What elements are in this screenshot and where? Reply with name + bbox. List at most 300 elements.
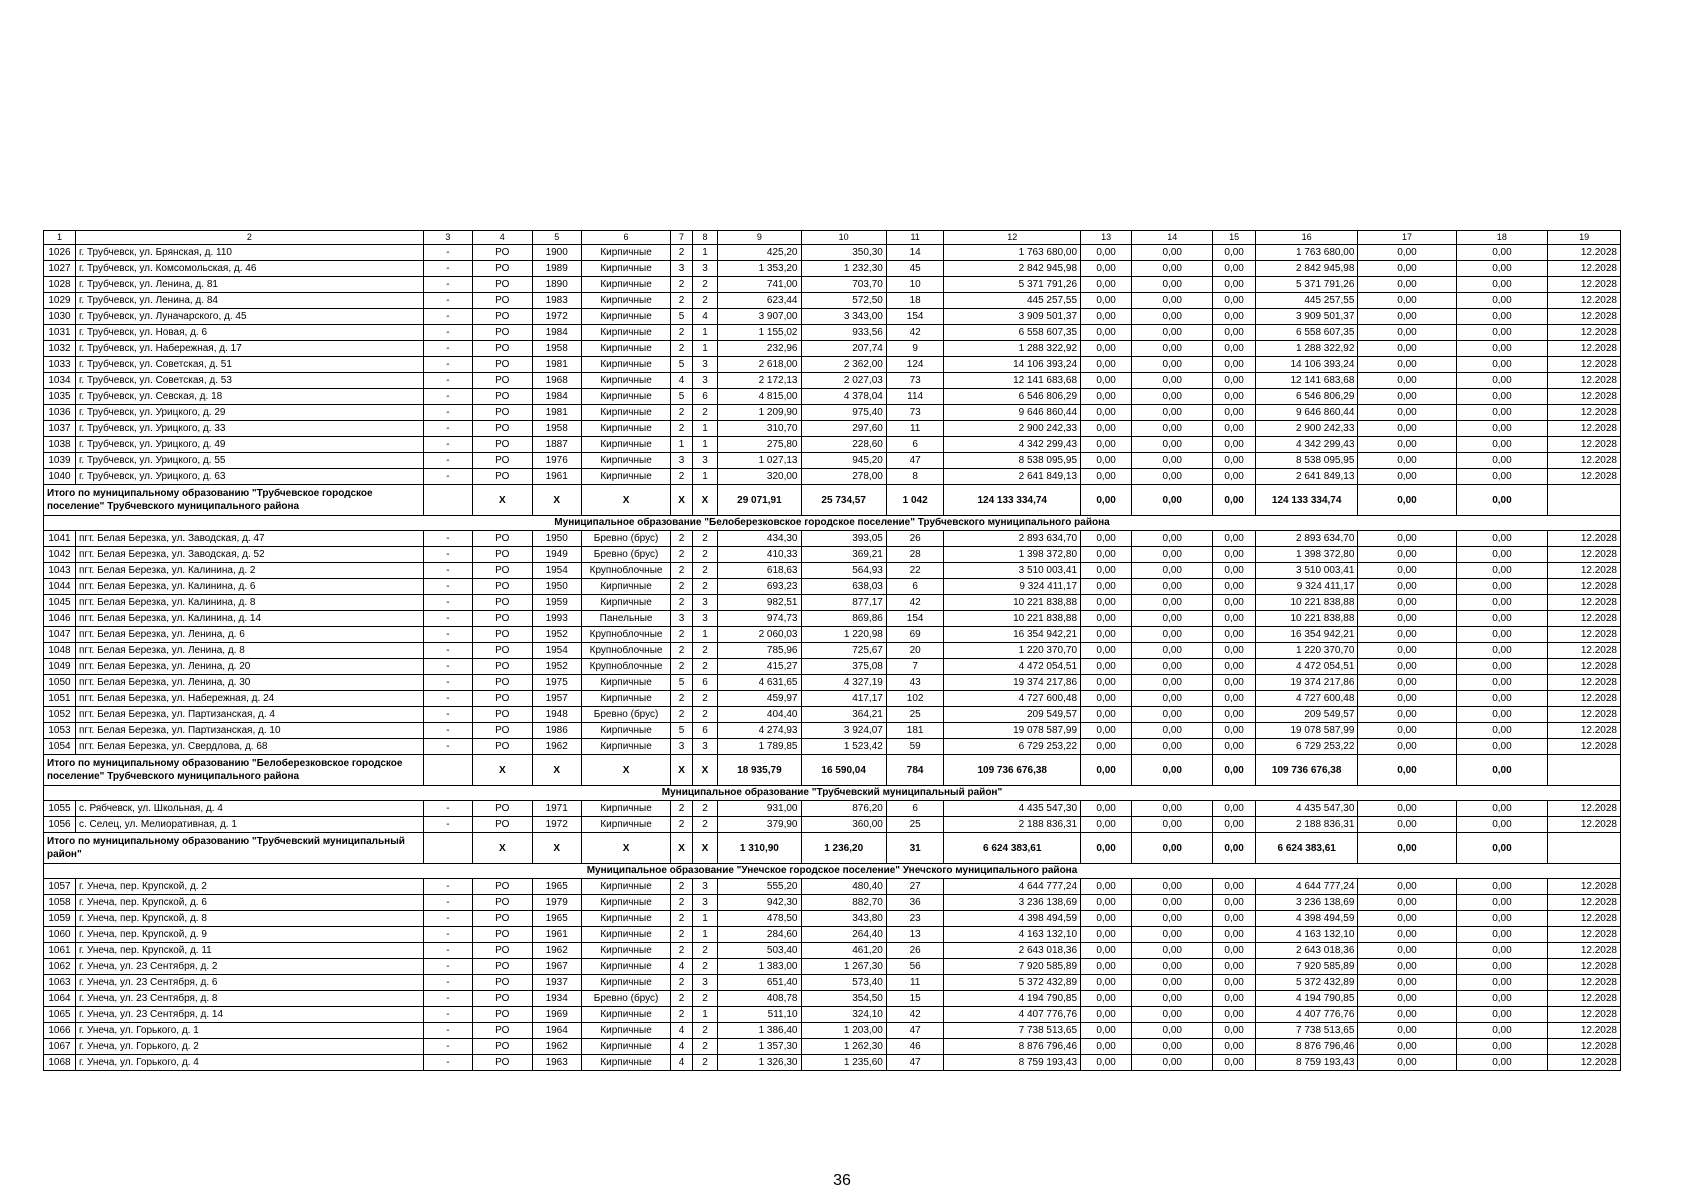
table-cell: 0,00 — [1456, 453, 1548, 469]
table-cell: - — [423, 879, 472, 895]
address-cell: г. Унеча, пер. Крупской, д. 6 — [76, 895, 424, 911]
table-cell: 4 407 776,76 — [944, 1007, 1081, 1023]
table-cell: - — [423, 1023, 472, 1039]
table-cell: 1 220,98 — [801, 627, 886, 643]
table-cell: 1 — [692, 911, 718, 927]
table-cell: 1887 — [532, 437, 581, 453]
table-cell: 2 900 242,33 — [944, 421, 1081, 437]
table-cell: 1043 — [44, 563, 76, 579]
table-cell: 2 — [671, 579, 692, 595]
table-cell: 0,00 — [1213, 373, 1256, 389]
table-cell: 0,00 — [1213, 1055, 1256, 1071]
table-row — [44, 707, 1621, 723]
table-cell: 4 — [671, 1023, 692, 1039]
table-cell: - — [423, 469, 472, 485]
table-cell: 0,00 — [1456, 895, 1548, 911]
total-cell: 0,00 — [1358, 755, 1456, 786]
table-cell: 0,00 — [1358, 991, 1456, 1007]
table-cell: 0,00 — [1132, 547, 1213, 563]
table-cell: РО — [472, 879, 532, 895]
table-cell: 5 371 791,26 — [944, 277, 1081, 293]
table-cell: 0,00 — [1456, 739, 1548, 755]
address-cell: пгт. Белая Березка, ул. Калинина, д. 2 — [76, 563, 424, 579]
table-cell: 0,00 — [1132, 389, 1213, 405]
table-cell: 1 357,30 — [718, 1039, 801, 1055]
table-cell: Кирпичные — [581, 1023, 671, 1039]
table-cell: 2 027,03 — [801, 373, 886, 389]
table-cell: 0,00 — [1081, 373, 1132, 389]
table-cell: 2 172,13 — [718, 373, 801, 389]
table-cell: 408,78 — [718, 991, 801, 1007]
table-cell: Панельные — [581, 611, 671, 627]
table-cell: - — [423, 531, 472, 547]
table-cell: 12.2028 — [1548, 1055, 1621, 1071]
table-row — [44, 675, 1621, 691]
table-cell: РО — [472, 421, 532, 437]
table-cell: 0,00 — [1213, 421, 1256, 437]
table-cell: - — [423, 707, 472, 723]
table-cell: 12.2028 — [1548, 547, 1621, 563]
table-row — [44, 991, 1621, 1007]
table-cell: 2 — [692, 405, 718, 421]
table-cell: 2 — [671, 927, 692, 943]
table-cell: 1058 — [44, 895, 76, 911]
table-cell: Кирпичные — [581, 309, 671, 325]
table-cell: 0,00 — [1081, 341, 1132, 357]
table-cell: 0,00 — [1358, 309, 1456, 325]
table-cell: 1969 — [532, 1007, 581, 1023]
total-cell: 0,00 — [1213, 485, 1256, 516]
table-cell: РО — [472, 261, 532, 277]
table-cell: 638,03 — [801, 579, 886, 595]
table-cell: 0,00 — [1456, 389, 1548, 405]
table-cell: - — [423, 691, 472, 707]
table-cell: 6 — [692, 389, 718, 405]
table-cell: 1044 — [44, 579, 76, 595]
table-cell: 2 — [671, 421, 692, 437]
table-cell: 4 815,00 — [718, 389, 801, 405]
table-cell: 284,60 — [718, 927, 801, 943]
address-cell: г. Унеча, ул. Горького, д. 2 — [76, 1039, 424, 1055]
table-cell: 12.2028 — [1548, 1007, 1621, 1023]
total-cell: 0,00 — [1456, 485, 1548, 516]
total-cell: X — [671, 755, 692, 786]
table-cell: РО — [472, 309, 532, 325]
total-cell: 109 736 676,38 — [944, 755, 1081, 786]
table-cell: 3 — [692, 611, 718, 627]
municipality-total-row — [44, 833, 1621, 864]
table-cell: 0,00 — [1358, 531, 1456, 547]
table-cell: Кирпичные — [581, 1039, 671, 1055]
table-cell: - — [423, 643, 472, 659]
total-cell — [1548, 485, 1621, 516]
table-row — [44, 817, 1621, 833]
table-cell: 2 — [671, 879, 692, 895]
table-cell: 12 141 683,68 — [944, 373, 1081, 389]
table-cell: - — [423, 421, 472, 437]
table-cell: 4 342 299,43 — [1255, 437, 1357, 453]
table-cell: 9 324 411,17 — [1255, 579, 1357, 595]
table-cell: 1958 — [532, 421, 581, 437]
total-cell: X — [671, 485, 692, 516]
table-cell: 1958 — [532, 341, 581, 357]
table-cell: 12.2028 — [1548, 325, 1621, 341]
table-cell: 1064 — [44, 991, 76, 1007]
table-cell: 12.2028 — [1548, 421, 1621, 437]
table-cell: 1962 — [532, 1039, 581, 1055]
address-cell: г. Трубчевск, ул. Севская, д. 18 — [76, 389, 424, 405]
table-cell: 0,00 — [1081, 1055, 1132, 1071]
table-cell: 3 — [692, 453, 718, 469]
table-cell: 0,00 — [1456, 293, 1548, 309]
table-cell: 0,00 — [1213, 1023, 1256, 1039]
table-cell: 6 — [886, 437, 944, 453]
table-cell: 2 — [671, 707, 692, 723]
column-number-cell: 16 — [1255, 231, 1357, 245]
table-cell: 0,00 — [1358, 911, 1456, 927]
table-cell: 415,27 — [718, 659, 801, 675]
municipality-section-title: Муниципальное образование "Унечское городское поселение" Унечского муниципального района — [44, 864, 1621, 879]
table-cell: 1 — [692, 1007, 718, 1023]
table-cell: 1 398 372,80 — [1255, 547, 1357, 563]
table-cell: 12.2028 — [1548, 723, 1621, 739]
total-cell: 784 — [886, 755, 944, 786]
table-cell: Кирпичные — [581, 895, 671, 911]
table-cell: Кирпичные — [581, 927, 671, 943]
table-cell: 1965 — [532, 911, 581, 927]
table-cell: 2 — [671, 277, 692, 293]
table-row — [44, 309, 1621, 325]
table-cell: 503,40 — [718, 943, 801, 959]
table-cell: 0,00 — [1081, 659, 1132, 675]
table-row — [44, 595, 1621, 611]
table-cell: 0,00 — [1213, 691, 1256, 707]
table-cell: РО — [472, 659, 532, 675]
table-row — [44, 801, 1621, 817]
table-cell: 0,00 — [1456, 357, 1548, 373]
table-row — [44, 293, 1621, 309]
table-cell: РО — [472, 563, 532, 579]
table-cell: 4 274,93 — [718, 723, 801, 739]
table-cell: 1900 — [532, 245, 581, 261]
table-cell: 209 549,57 — [1255, 707, 1357, 723]
table-cell: - — [423, 245, 472, 261]
table-cell: 13 — [886, 927, 944, 943]
table-cell: 9 646 860,44 — [944, 405, 1081, 421]
table-cell: Кирпичные — [581, 739, 671, 755]
table-cell: РО — [472, 531, 532, 547]
address-cell: г. Унеча, пер. Крупской, д. 2 — [76, 879, 424, 895]
table-cell: 0,00 — [1081, 405, 1132, 421]
table-cell: - — [423, 1055, 472, 1071]
table-cell: 2 — [671, 245, 692, 261]
table-cell: Кирпичные — [581, 405, 671, 421]
total-cell: 0,00 — [1081, 755, 1132, 786]
table-cell: 1976 — [532, 453, 581, 469]
table-row — [44, 691, 1621, 707]
total-cell: 1 236,20 — [801, 833, 886, 864]
table-cell: 354,50 — [801, 991, 886, 1007]
total-cell: 18 935,79 — [718, 755, 801, 786]
table-cell: РО — [472, 1039, 532, 1055]
table-cell: 12.2028 — [1548, 453, 1621, 469]
table-cell: 0,00 — [1456, 531, 1548, 547]
table-cell: - — [423, 895, 472, 911]
table-cell: Кирпичные — [581, 373, 671, 389]
table-cell: 5 — [671, 309, 692, 325]
table-cell: 3 909 501,37 — [944, 309, 1081, 325]
table-cell: 12.2028 — [1548, 579, 1621, 595]
table-cell: 4 435 547,30 — [1255, 801, 1357, 817]
table-cell: 1972 — [532, 817, 581, 833]
table-cell: 3 — [671, 739, 692, 755]
table-cell: 6 — [886, 801, 944, 817]
table-cell: 1030 — [44, 309, 76, 325]
table-cell: - — [423, 959, 472, 975]
table-cell: 12.2028 — [1548, 627, 1621, 643]
table-cell: Кирпичные — [581, 723, 671, 739]
table-cell: 869,86 — [801, 611, 886, 627]
table-cell: 0,00 — [1358, 453, 1456, 469]
column-number-cell: 5 — [532, 231, 581, 245]
table-cell: 2 — [671, 469, 692, 485]
total-cell: 0,00 — [1358, 833, 1456, 864]
table-cell: 23 — [886, 911, 944, 927]
table-cell: 0,00 — [1358, 927, 1456, 943]
table-cell: 360,00 — [801, 817, 886, 833]
column-number-cell: 8 — [692, 231, 718, 245]
table-cell: 1981 — [532, 357, 581, 373]
table-cell: 2 — [671, 895, 692, 911]
table-cell: 12.2028 — [1548, 739, 1621, 755]
table-cell: 0,00 — [1081, 261, 1132, 277]
address-cell: г. Трубчевск, ул. Набережная, д. 17 — [76, 341, 424, 357]
table-cell: 1 027,13 — [718, 453, 801, 469]
table-cell: 445 257,55 — [1255, 293, 1357, 309]
table-cell: 43 — [886, 675, 944, 691]
table-cell: 12.2028 — [1548, 879, 1621, 895]
table-cell: 0,00 — [1456, 975, 1548, 991]
table-cell: 4 327,19 — [801, 675, 886, 691]
table-cell: 2 — [671, 691, 692, 707]
table-cell: 6 558 607,35 — [944, 325, 1081, 341]
table-row — [44, 469, 1621, 485]
table-row — [44, 563, 1621, 579]
table-cell: 1031 — [44, 325, 76, 341]
total-cell: X — [472, 755, 532, 786]
table-cell: 1 763 680,00 — [1255, 245, 1357, 261]
table-cell: 0,00 — [1081, 1023, 1132, 1039]
table-cell: 0,00 — [1456, 579, 1548, 595]
table-cell: 1 — [692, 325, 718, 341]
table-cell: 0,00 — [1213, 563, 1256, 579]
table-cell: 19 078 587,99 — [944, 723, 1081, 739]
table-cell: РО — [472, 943, 532, 959]
total-label: Итого по муниципальному образованию "Трубчевский муниципальный район" — [44, 833, 424, 864]
table-cell: 18 — [886, 293, 944, 309]
table-cell: Бревно (брус) — [581, 531, 671, 547]
table-cell: - — [423, 261, 472, 277]
table-cell: 0,00 — [1132, 611, 1213, 627]
table-cell: 47 — [886, 453, 944, 469]
table-row — [44, 943, 1621, 959]
table-cell: РО — [472, 643, 532, 659]
table-cell: 0,00 — [1358, 261, 1456, 277]
table-cell: 0,00 — [1213, 675, 1256, 691]
table-cell: Крупноблочные — [581, 643, 671, 659]
address-cell: г. Трубчевск, ул. Брянская, д. 110 — [76, 245, 424, 261]
table-cell: 0,00 — [1132, 357, 1213, 373]
table-cell: 0,00 — [1213, 405, 1256, 421]
table-cell: 0,00 — [1213, 739, 1256, 755]
table-cell: 2 — [671, 325, 692, 341]
column-number-cell: 11 — [886, 231, 944, 245]
table-cell: 0,00 — [1081, 245, 1132, 261]
table-cell: 0,00 — [1213, 723, 1256, 739]
table-cell: 0,00 — [1358, 1039, 1456, 1055]
table-cell: 1979 — [532, 895, 581, 911]
table-cell: 0,00 — [1213, 975, 1256, 991]
table-cell: Кирпичные — [581, 245, 671, 261]
table-cell: 0,00 — [1456, 245, 1548, 261]
table-cell: 3 924,07 — [801, 723, 886, 739]
table-cell: 0,00 — [1081, 627, 1132, 643]
table-cell: Кирпичные — [581, 389, 671, 405]
table-cell: 2 — [671, 911, 692, 927]
address-cell: пгт. Белая Березка, ул. Партизанская, д. 10 — [76, 723, 424, 739]
table-cell: 1036 — [44, 405, 76, 421]
table-row — [44, 325, 1621, 341]
table-cell: РО — [472, 293, 532, 309]
table-row — [44, 261, 1621, 277]
table-cell: 6 — [886, 579, 944, 595]
table-cell: 0,00 — [1213, 801, 1256, 817]
table-cell: 0,00 — [1213, 707, 1256, 723]
table-cell: 12.2028 — [1548, 595, 1621, 611]
table-cell: 15 — [886, 991, 944, 1007]
table-cell: 0,00 — [1132, 563, 1213, 579]
table-cell: РО — [472, 707, 532, 723]
table-cell: 0,00 — [1081, 991, 1132, 1007]
table-cell: 6 558 607,35 — [1255, 325, 1357, 341]
table-cell: 1037 — [44, 421, 76, 437]
table-cell: 703,70 — [801, 277, 886, 293]
table-cell: 3 — [692, 373, 718, 389]
address-cell: г. Трубчевск, ул. Комсомольская, д. 46 — [76, 261, 424, 277]
table-row — [44, 723, 1621, 739]
table-cell: 369,21 — [801, 547, 886, 563]
table-cell: 0,00 — [1213, 579, 1256, 595]
table-cell: 47 — [886, 1023, 944, 1039]
table-cell: 573,40 — [801, 975, 886, 991]
table-cell: 1 — [692, 469, 718, 485]
table-cell: 0,00 — [1213, 293, 1256, 309]
table-cell: 10 221 838,88 — [944, 611, 1081, 627]
table-cell: РО — [472, 927, 532, 943]
table-row — [44, 437, 1621, 453]
address-cell: пгт. Белая Березка, ул. Заводская, д. 47 — [76, 531, 424, 547]
table-cell: 12.2028 — [1548, 531, 1621, 547]
total-cell: 25 734,57 — [801, 485, 886, 516]
table-cell: 2 — [692, 579, 718, 595]
table-cell: 0,00 — [1213, 817, 1256, 833]
table-cell: - — [423, 675, 472, 691]
table-cell: 350,30 — [801, 245, 886, 261]
table-cell: Бревно (брус) — [581, 991, 671, 1007]
table-cell: 7 920 585,89 — [1255, 959, 1357, 975]
table-cell: 12.2028 — [1548, 943, 1621, 959]
table-cell: 0,00 — [1456, 1055, 1548, 1071]
table-cell: 1 267,30 — [801, 959, 886, 975]
table-row — [44, 611, 1621, 627]
table-cell: 0,00 — [1456, 1023, 1548, 1039]
table-cell: РО — [472, 1055, 532, 1071]
municipality-section-title: Муниципальное образование "Белоберезковское городское поселение" Трубчевского муниципального района — [44, 516, 1621, 531]
table-row — [44, 959, 1621, 975]
table-cell: 4 727 600,48 — [944, 691, 1081, 707]
table-cell: 124 — [886, 357, 944, 373]
table-cell: 1 — [692, 421, 718, 437]
table-cell: 56 — [886, 959, 944, 975]
table-cell: 3 — [692, 879, 718, 895]
table-cell: 1959 — [532, 595, 581, 611]
table-cell: 0,00 — [1456, 341, 1548, 357]
address-cell: пгт. Белая Березка, ул. Ленина, д. 20 — [76, 659, 424, 675]
table-cell: 0,00 — [1132, 707, 1213, 723]
table-cell: 5 — [671, 357, 692, 373]
table-cell: 1964 — [532, 1023, 581, 1039]
table-cell: 3 236 138,69 — [1255, 895, 1357, 911]
table-cell: 343,80 — [801, 911, 886, 927]
table-cell: Кирпичные — [581, 911, 671, 927]
table-cell: 1961 — [532, 927, 581, 943]
table-cell: 0,00 — [1358, 659, 1456, 675]
table-cell: 2 — [671, 659, 692, 675]
municipality-section-row — [44, 786, 1621, 801]
table-cell: 4 398 494,59 — [1255, 911, 1357, 927]
table-cell: 0,00 — [1456, 277, 1548, 293]
total-cell: X — [581, 833, 671, 864]
table-cell: 0,00 — [1213, 245, 1256, 261]
table-cell: 0,00 — [1456, 437, 1548, 453]
address-cell: с. Селец, ул. Мелиоративная, д. 1 — [76, 817, 424, 833]
table-row — [44, 389, 1621, 405]
table-cell: 0,00 — [1456, 723, 1548, 739]
column-number-cell: 12 — [944, 231, 1081, 245]
table-cell: 0,00 — [1132, 659, 1213, 675]
table-cell: 0,00 — [1081, 1007, 1132, 1023]
table-cell: 26 — [886, 531, 944, 547]
table-cell: 36 — [886, 895, 944, 911]
table-cell: 461,20 — [801, 943, 886, 959]
column-number-cell: 6 — [581, 231, 671, 245]
table-cell: 0,00 — [1081, 927, 1132, 943]
housing-register-table — [43, 230, 1621, 1071]
table-cell: 3 — [692, 975, 718, 991]
table-cell: РО — [472, 611, 532, 627]
table-cell: 19 078 587,99 — [1255, 723, 1357, 739]
table-cell: - — [423, 325, 472, 341]
table-cell: 0,00 — [1456, 547, 1548, 563]
table-cell: Кирпичные — [581, 469, 671, 485]
table-cell: 0,00 — [1358, 595, 1456, 611]
total-cell: X — [532, 755, 581, 786]
table-cell: 0,00 — [1081, 943, 1132, 959]
table-cell: 209 549,57 — [944, 707, 1081, 723]
table-cell: 1962 — [532, 739, 581, 755]
table-cell: 1961 — [532, 469, 581, 485]
table-cell: 0,00 — [1358, 801, 1456, 817]
